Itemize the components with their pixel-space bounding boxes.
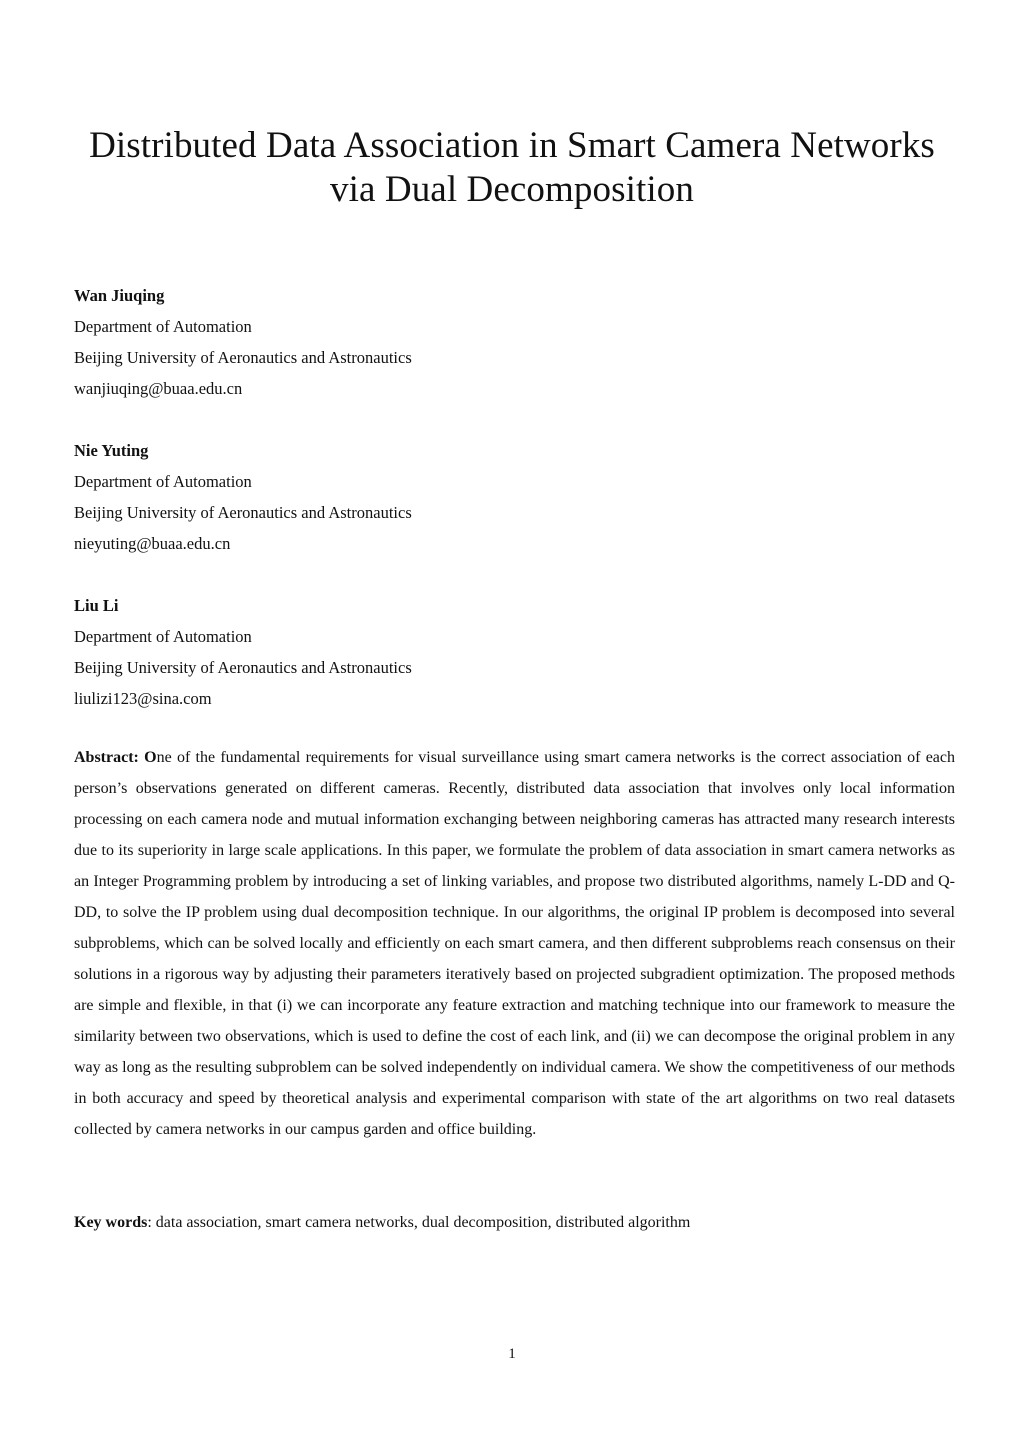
author-department: Department of Automation: [74, 317, 252, 336]
author-department: Department of Automation: [74, 472, 252, 491]
author-email: wanjiuqing@buaa.edu.cn: [74, 379, 243, 398]
author-name: Nie Yuting: [74, 441, 149, 460]
abstract-label: Abstract:: [74, 749, 139, 766]
author-university: Beijing University of Aeronautics and Astronautics: [74, 348, 412, 367]
author-name: Wan Jiuqing: [74, 286, 165, 305]
abstract-first-letter: O: [144, 749, 157, 766]
author-block: [74, 280, 954, 404]
page-number: 1: [508, 1346, 516, 1362]
keywords-label: Key words: [74, 1214, 148, 1231]
author-block: [74, 590, 954, 714]
author-university: Beijing University of Aeronautics and Astronautics: [74, 503, 412, 522]
author-block: [74, 435, 954, 559]
author-email: nieyuting@buaa.edu.cn: [74, 534, 231, 553]
paper-title-line-2: via Dual Decomposition: [330, 169, 694, 210]
keywords-text: : data association, smart camera networks, dual decomposition, distributed algorithm: [147, 1214, 691, 1231]
author-department: Department of Automation: [74, 627, 252, 646]
author-name: Liu Li: [74, 596, 119, 615]
keywords-line: [74, 1207, 955, 1238]
author-university: Beijing University of Aeronautics and Astronautics: [74, 658, 412, 677]
paper-title: [40, 124, 984, 212]
abstract-paragraph: [74, 742, 955, 1145]
author-email: liulizi123@sina.com: [74, 689, 212, 708]
author-list: [74, 280, 954, 745]
abstract-body: ne of the fundamental requirements for visual surveillance using smart camera networks is the correct association of each person’s observations generated on different cameras. Recently, distributed data association that involves only local information processing on each camera node and mutual information exchanging between neighboring cameras has attracted many research interests due to its superiority in large scale applications. In this paper, we formulate the problem of data association in smart camera networks as an Integer Programming problem by introducing a set of linking variables, and propose two distributed algorithms, namely L-DD and Q-DD, to solve the IP problem using dual decomposition technique. In our algorithms, the original IP problem is decomposed into several subproblems, which can be solved locally and efficiently on each smart camera, and then different subproblems reach consensus on their solutions in a rigorous way by adjusting their parameters iteratively based on projected subgradient optimization. The proposed methods are simple and flexible, in that (i) we can incorporate any feature extraction and matching technique into our framework to measure the similarity between two observations, which is used to define the cost of each link, and (ii) we can decompose the original problem in any way as long as the resulting subproblem can be solved independently on individual camera. We show the competitiveness of our methods in both accuracy and speed by theoretical analysis and experimental comparison with state of the art algorithms on two real datasets collected by camera networks in our campus garden and office building.: [74, 749, 956, 1138]
paper-title-line-1: Distributed Data Association in Smart Camera Networks: [89, 125, 935, 166]
